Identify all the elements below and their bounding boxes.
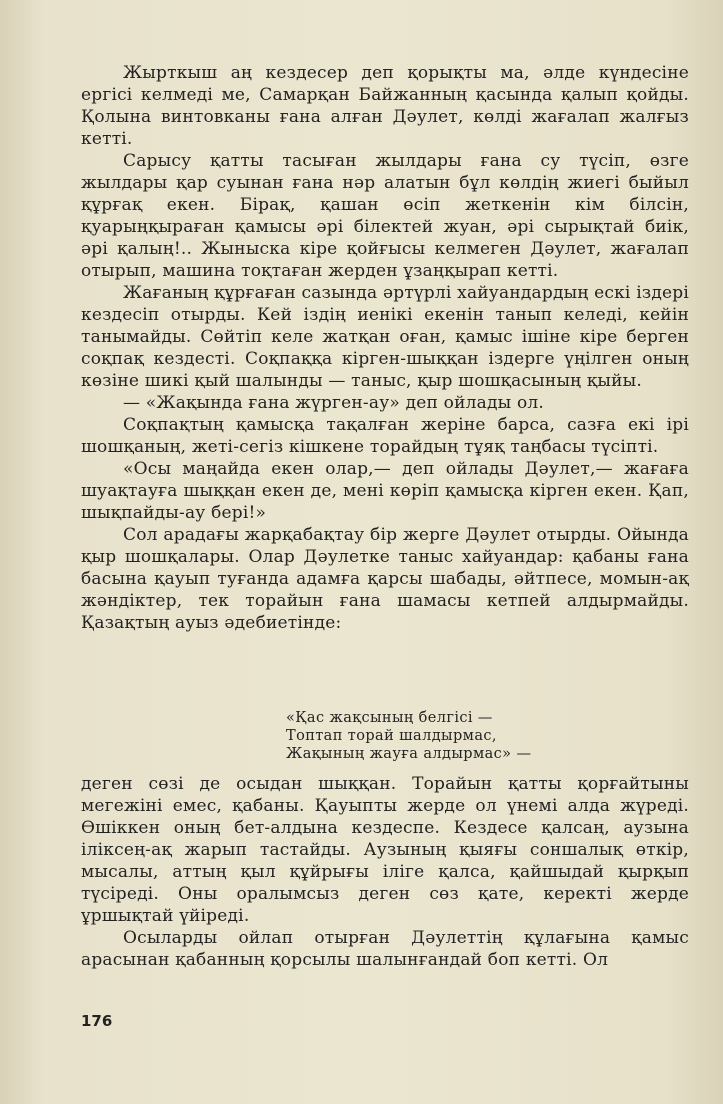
paragraph: Сол арадағы жарқабақтау бір жерге Дәулет отырды. Ойында қыр шошқалары. Олар Дәулетке таныс хайуандар: қабаны ғана басына қауып туғанда адамға қарсы шабады, әйтпесе, момын-ақ жәндіктер, тек торайын ғана шамасы кетпей алдырмайды. Қазақтың ауыз әдебиетінде:	[81, 525, 689, 633]
paragraph: Сарысу қатты тасыған жылдары ғана су түсіп, өзге жылдары қар суынан ғана нәр алатын бұл көлдің жиегі быйыл құрғақ екен. Бірақ, қашан өсіп жеткенін кім білсін, қуарыңқыраған қамысы әрі білектей жуан, әрі сырықтай биік, әрі қалың!.. Жыныска кіре қойғысы келмеген Дәулет, жағалап отырып, машина тоқтаған жерден ұзаңқырап кетті.	[81, 151, 689, 281]
paragraph: Жырткыш аң кездесер деп қорықты ма, әлде күндесіне ергісі келмеді ме, Самарқан Байжанның қасында қалып қойды. Қолына винтовканы ғана алған Дәулет, көлді жағалап жалғыз кетті.	[81, 63, 689, 149]
paragraph: Жағаның құрғаған сазында әртүрлі хайуандардың ескі іздері кездесіп отырды. Кей іздің иенікі екенін танып келеді, кейін танымайды. Сөйтіп келе жатқан оған, қамыс ішіне кіре берген соқпақ кездесті. Соқпаққа кірген-шыққан іздерге үңілген оның көзіне шикі қый шалынды — таныс, қыр шошқасының қыйы.	[81, 283, 689, 391]
paragraph: — «Жақында ғана жүрген-ау» деп ойлады ол.	[123, 393, 545, 413]
paragraph: «Осы маңайда екен олар,— деп ойлады Дәулет,— жағаға шуақтауға шыққан екен де, мені көріп қамысқа кірген екен. Қап, шықпайды-ау бері!»	[81, 459, 689, 523]
paragraph: Соқпақтың қамысқа тақалған жеріне барса, сазға екі ірі шошқаның, жеті-сегіз кішкене торайдың тұяқ таңбасы түсіпті.	[81, 415, 689, 457]
poem-line: Жақының жауға алдырмас» —	[286, 746, 532, 762]
body-text-bottom	[81, 773, 689, 971]
body-text-top	[81, 62, 689, 634]
poem-line: «Қас жақсының белгісі —	[286, 710, 493, 726]
poem-line: Топтап торай шалдырмас,	[286, 728, 497, 744]
paragraph: деген сөзі де осыдан шыққан. Торайын қатты қорғайтыны мегежіні емес, қабаны. Қауыпты жерде ол үнемі алда жүреді. Өшіккен оның бет-алдына кездеспе. Кездесе қалсаң, аузына іліксең-ақ жарып тастайды. Аузының қыяғы соншалық өткір, мысалы, аттың қыл құйрығы іліге қалса, қайшыдай қырқып түсіреді. Оны оралымсыз деген сөз қате, керекті жерде ұршықтай үйіреді.	[81, 774, 689, 926]
poem-quote	[286, 709, 531, 763]
paragraph: Осыларды ойлап отырған Дәулеттің құлағына қамыс арасынан қабанның қорсылы шалынғандай боп кетті. Ол	[81, 928, 689, 970]
page-number: 176	[81, 1012, 113, 1030]
